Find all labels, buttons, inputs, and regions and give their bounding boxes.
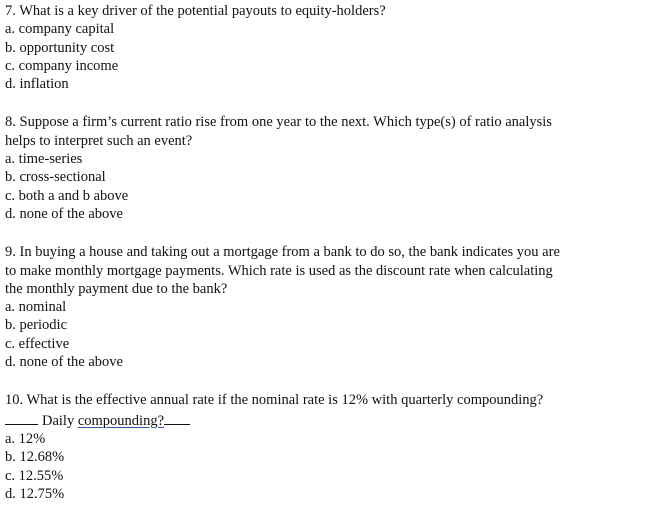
question-7-option-a: a. company capital (5, 21, 115, 38)
question-7-option-d: d. inflation (5, 76, 69, 93)
question-10-stem: 10. What is the effective annual rate if the nominal rate is 12% with quarterly compounding? (5, 392, 544, 409)
question-9 (5, 243, 645, 371)
question-7-option-c: c. company income (5, 57, 119, 74)
question-8 (5, 113, 645, 223)
question-8-option-c: c. both a and b above (5, 187, 129, 204)
question-8-option-d: d. none of the above (5, 205, 123, 222)
question-8-stem-line-1: 8. Suppose a firm’s current ratio rise from one year to the next. Which type(s) of ratio analysis (5, 114, 552, 131)
question-7 (5, 2, 645, 93)
question-10-subline (5, 410, 645, 430)
question-7-option-b: b. opportunity cost (5, 39, 115, 56)
question-9-stem-line-2: to make monthly mortgage payments. Which rate is used as the discount rate when calculating (5, 262, 553, 279)
question-9-option-b: b. periodic (5, 317, 68, 334)
question-10 (5, 391, 645, 503)
document-page (5, 2, 645, 503)
question-10-sub-link[interactable]: compounding? (77, 412, 165, 429)
question-9-option-c: c. effective (5, 335, 70, 352)
question-9-stem-line-3: the monthly payment due to the bank? (5, 280, 228, 297)
answer-blank-right[interactable] (164, 410, 190, 425)
question-9-option-a: a. nominal (5, 299, 67, 316)
question-10-option-c: c. 12.55% (5, 467, 64, 484)
question-8-stem-line-2: helps to interpret such an event? (5, 132, 193, 149)
question-8-option-b: b. cross-sectional (5, 169, 106, 186)
question-8-option-a: a. time-series (5, 151, 83, 168)
question-7-stem: 7. What is a key driver of the potential payouts to equity-holders? (5, 3, 386, 19)
question-10-option-b: b. 12.68% (5, 449, 65, 466)
answer-blank-left[interactable] (5, 410, 38, 425)
question-10-option-a: a. 12% (5, 430, 46, 447)
question-10-option-d: d. 12.75% (5, 485, 65, 502)
question-10-sub-prefix: Daily (42, 412, 75, 429)
question-9-option-d: d. none of the above (5, 354, 123, 371)
question-9-stem-line-1: 9. In buying a house and taking out a mortgage from a bank to do so, the bank indicates you are (5, 244, 560, 261)
